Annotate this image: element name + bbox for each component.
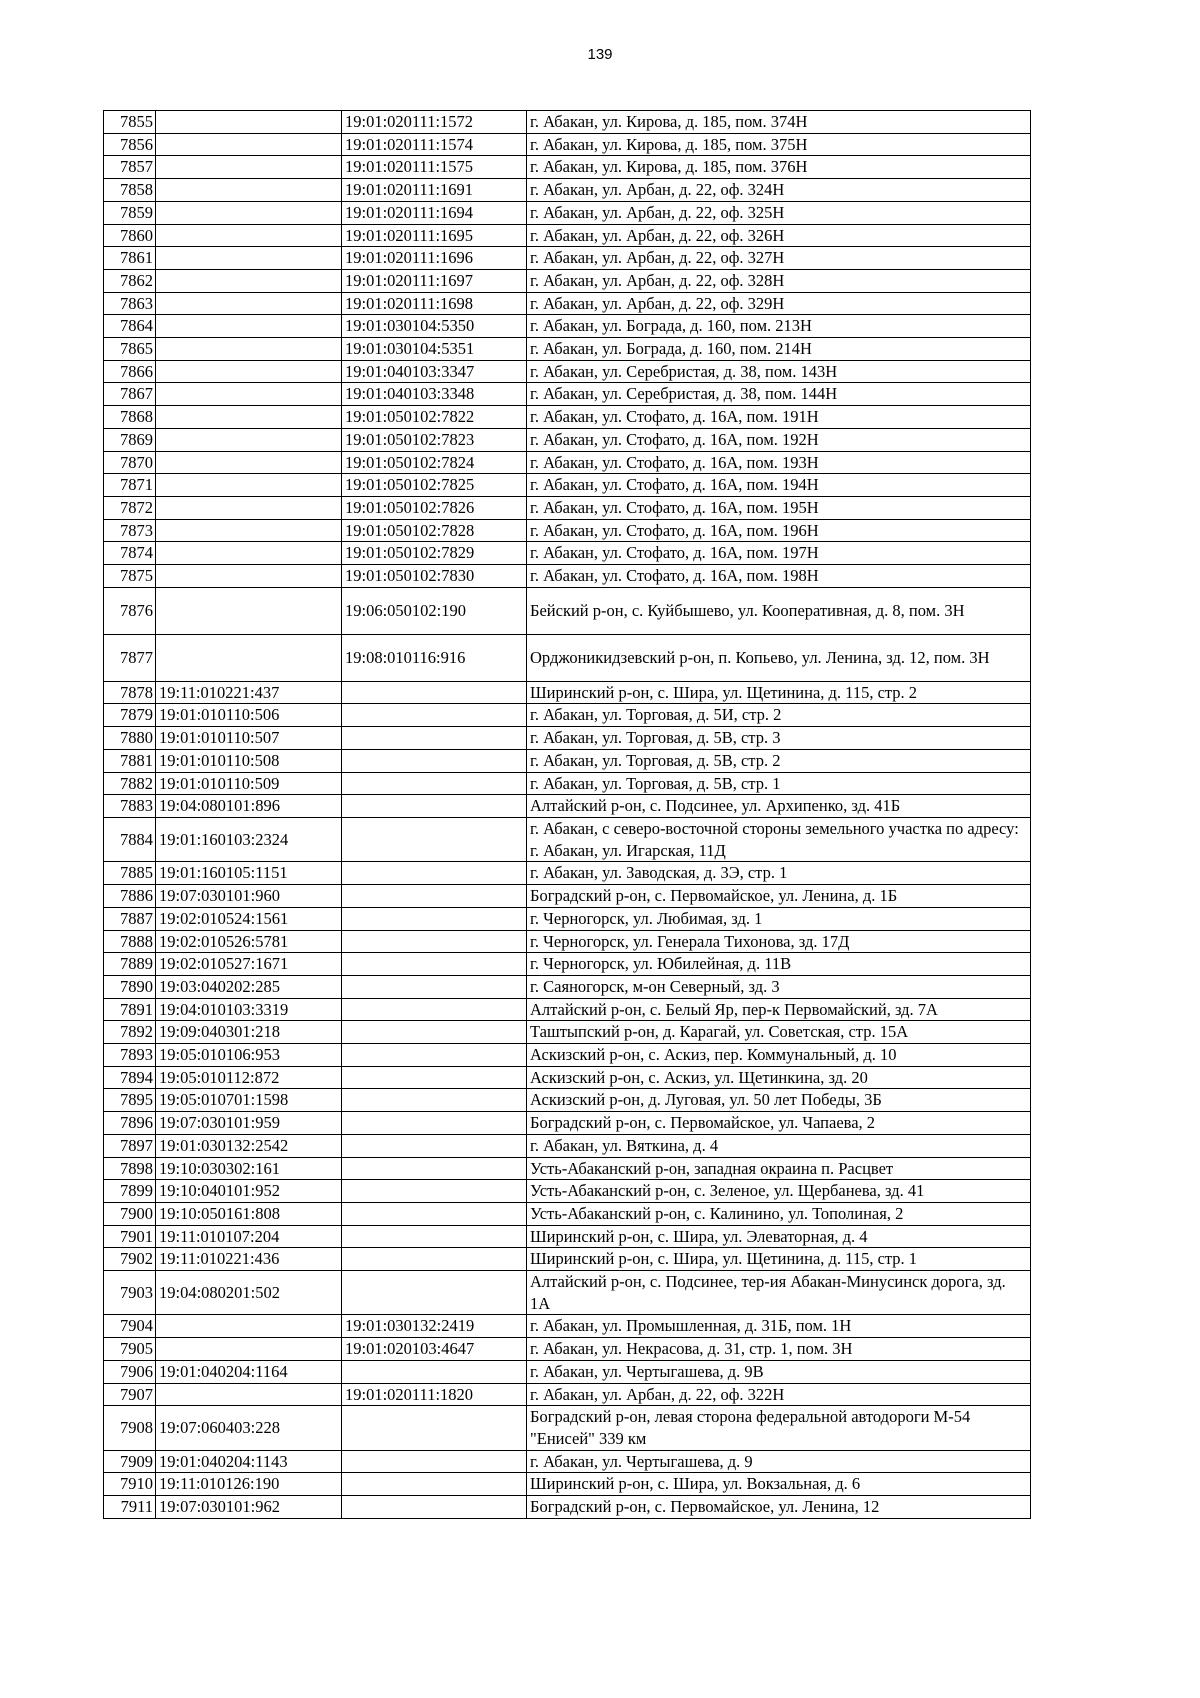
cadastral-number-cell: 19:11:010221:436 <box>156 1248 342 1271</box>
premises-cadastral-number-cell <box>342 998 527 1021</box>
premises-cadastral-number-cell: 19:01:050102:7825 <box>342 474 527 497</box>
row-number-cell: 7856 <box>104 133 156 156</box>
premises-cadastral-number-cell <box>342 1180 527 1203</box>
table-row <box>104 1021 1031 1044</box>
table-row <box>104 315 1031 338</box>
address-cell: Усть-Абаканский р-он, западная окраина п. Расцвет <box>527 1157 1031 1180</box>
address-cell: г. Саяногорск, м-он Северный, зд. 3 <box>527 975 1031 998</box>
cadastral-number-cell <box>156 269 342 292</box>
table-row <box>104 111 1031 134</box>
premises-cadastral-number-cell: 19:01:020111:1572 <box>342 111 527 134</box>
row-number-cell: 7860 <box>104 224 156 247</box>
cadastral-number-cell <box>156 383 342 406</box>
address-cell: Ширинский р-он, с. Шира, ул. Щетинина, д. 115, стр. 2 <box>527 681 1031 704</box>
premises-cadastral-number-cell <box>342 1202 527 1225</box>
cadastral-number-cell: 19:11:010221:437 <box>156 681 342 704</box>
cadastral-number-cell: 19:07:030101:962 <box>156 1496 342 1519</box>
table-row <box>104 383 1031 406</box>
table-row <box>104 1248 1031 1271</box>
cadastral-number-cell: 19:01:040204:1164 <box>156 1360 342 1383</box>
premises-cadastral-number-cell: 19:01:030132:2419 <box>342 1315 527 1338</box>
address-cell: Боградский р-он, с. Первомайское, ул. Чапаева, 2 <box>527 1112 1031 1135</box>
cadastral-number-cell <box>156 156 342 179</box>
address-cell: г. Абакан, ул. Стофато, д. 16А, пом. 196Н <box>527 519 1031 542</box>
cadastral-number-cell: 19:09:040301:218 <box>156 1021 342 1044</box>
row-number-cell: 7911 <box>104 1496 156 1519</box>
cadastral-number-cell <box>156 428 342 451</box>
address-cell: г. Абакан, с северо-восточной стороны земельного участка по адресу: г. Абакан, ул. Игарская, 11Д <box>527 817 1031 861</box>
row-number-cell: 7905 <box>104 1338 156 1361</box>
cadastral-number-cell <box>156 542 342 565</box>
table-row <box>104 406 1031 429</box>
registry-table <box>103 110 1031 1519</box>
address-cell: г. Абакан, ул. Заводская, д. 3Э, стр. 1 <box>527 862 1031 885</box>
table-row <box>104 1134 1031 1157</box>
cadastral-number-cell <box>156 634 342 681</box>
premises-cadastral-number-cell <box>342 1112 527 1135</box>
address-cell: г. Абакан, ул. Стофато, д. 16А, пом. 194Н <box>527 474 1031 497</box>
address-cell: г. Абакан, ул. Кирова, д. 185, пом. 375Н <box>527 133 1031 156</box>
cadastral-number-cell: 19:07:030101:960 <box>156 885 342 908</box>
table-row <box>104 519 1031 542</box>
row-number-cell: 7901 <box>104 1225 156 1248</box>
row-number-cell: 7863 <box>104 292 156 315</box>
row-number-cell: 7884 <box>104 817 156 861</box>
row-number-cell: 7890 <box>104 975 156 998</box>
table-row <box>104 133 1031 156</box>
table-row <box>104 1089 1031 1112</box>
row-number-cell: 7879 <box>104 704 156 727</box>
row-number-cell: 7886 <box>104 885 156 908</box>
cadastral-number-cell <box>156 133 342 156</box>
premises-cadastral-number-cell <box>342 1044 527 1067</box>
table-row <box>104 998 1031 1021</box>
table-row <box>104 862 1031 885</box>
row-number-cell: 7900 <box>104 1202 156 1225</box>
address-cell: Орджоникидзевский р-он, п. Копьево, ул. Ленина, зд. 12, пом. 3Н <box>527 634 1031 681</box>
row-number-cell: 7858 <box>104 179 156 202</box>
premises-cadastral-number-cell <box>342 1473 527 1496</box>
address-cell: Таштыпский р-он, д. Карагай, ул. Советская, стр. 15А <box>527 1021 1031 1044</box>
table-row <box>104 704 1031 727</box>
cadastral-number-cell: 19:11:010126:190 <box>156 1473 342 1496</box>
cadastral-number-cell: 19:10:040101:952 <box>156 1180 342 1203</box>
cadastral-number-cell: 19:10:050161:808 <box>156 1202 342 1225</box>
table-row <box>104 542 1031 565</box>
row-number-cell: 7904 <box>104 1315 156 1338</box>
table-row <box>104 1044 1031 1067</box>
table-row <box>104 1225 1031 1248</box>
address-cell: г. Абакан, ул. Стофато, д. 16А, пом. 191Н <box>527 406 1031 429</box>
cadastral-number-cell: 19:05:010701:1598 <box>156 1089 342 1112</box>
row-number-cell: 7910 <box>104 1473 156 1496</box>
cadastral-number-cell: 19:02:010527:1671 <box>156 953 342 976</box>
table-row <box>104 930 1031 953</box>
premises-cadastral-number-cell <box>342 1360 527 1383</box>
table-row <box>104 201 1031 224</box>
cadastral-number-cell <box>156 474 342 497</box>
cadastral-number-cell <box>156 201 342 224</box>
cadastral-number-cell: 19:01:160105:1151 <box>156 862 342 885</box>
address-cell: Боградский р-он, левая сторона федеральной автодороги М-54 "Енисей" 339 км <box>527 1406 1031 1450</box>
address-cell: г. Абакан, ул. Чертыгашева, д. 9 <box>527 1450 1031 1473</box>
address-cell: Боградский р-он, с. Первомайское, ул. Ленина, 12 <box>527 1496 1031 1519</box>
address-cell: г. Абакан, ул. Бограда, д. 160, пом. 213Н <box>527 315 1031 338</box>
row-number-cell: 7903 <box>104 1271 156 1315</box>
row-number-cell: 7902 <box>104 1248 156 1271</box>
cadastral-number-cell <box>156 587 342 634</box>
row-number-cell: 7867 <box>104 383 156 406</box>
premises-cadastral-number-cell: 19:01:020111:1696 <box>342 247 527 270</box>
premises-cadastral-number-cell: 19:08:010116:916 <box>342 634 527 681</box>
cadastral-number-cell: 19:04:080201:502 <box>156 1271 342 1315</box>
address-cell: г. Абакан, ул. Стофато, д. 16А, пом. 197Н <box>527 542 1031 565</box>
address-cell: Ширинский р-он, с. Шира, ул. Элеваторная, д. 4 <box>527 1225 1031 1248</box>
table-row <box>104 338 1031 361</box>
cadastral-number-cell: 19:01:160103:2324 <box>156 817 342 861</box>
address-cell: Аскизский р-он, с. Аскиз, пер. Коммунальный, д. 10 <box>527 1044 1031 1067</box>
premises-cadastral-number-cell: 19:01:020111:1820 <box>342 1383 527 1406</box>
address-cell: Ширинский р-он, с. Шира, ул. Щетинина, д. 115, стр. 1 <box>527 1248 1031 1271</box>
row-number-cell: 7871 <box>104 474 156 497</box>
cadastral-number-cell <box>156 1315 342 1338</box>
table-row <box>104 1315 1031 1338</box>
cadastral-number-cell: 19:01:010110:509 <box>156 772 342 795</box>
row-number-cell: 7894 <box>104 1066 156 1089</box>
table-row <box>104 269 1031 292</box>
row-number-cell: 7869 <box>104 428 156 451</box>
table-row <box>104 727 1031 750</box>
cadastral-number-cell: 19:01:010110:506 <box>156 704 342 727</box>
premises-cadastral-number-cell: 19:01:020103:4647 <box>342 1338 527 1361</box>
address-cell: г. Абакан, ул. Стофато, д. 16А, пом. 195Н <box>527 496 1031 519</box>
table-row <box>104 474 1031 497</box>
address-cell: г. Абакан, ул. Торговая, д. 5В, стр. 1 <box>527 772 1031 795</box>
cadastral-number-cell: 19:04:080101:896 <box>156 795 342 818</box>
cadastral-number-cell <box>156 224 342 247</box>
address-cell: Аскизский р-он, д. Луговая, ул. 50 лет Победы, 3Б <box>527 1089 1031 1112</box>
cadastral-number-cell <box>156 519 342 542</box>
address-cell: г. Абакан, ул. Стофато, д. 16А, пом. 193Н <box>527 451 1031 474</box>
premises-cadastral-number-cell: 19:01:030104:5351 <box>342 338 527 361</box>
premises-cadastral-number-cell <box>342 953 527 976</box>
premises-cadastral-number-cell <box>342 1248 527 1271</box>
premises-cadastral-number-cell: 19:01:050102:7824 <box>342 451 527 474</box>
address-cell: г. Абакан, ул. Промышленная, д. 31Б, пом. 1Н <box>527 1315 1031 1338</box>
cadastral-number-cell: 19:01:030132:2542 <box>156 1134 342 1157</box>
premises-cadastral-number-cell <box>342 1021 527 1044</box>
table-row <box>104 156 1031 179</box>
row-number-cell: 7878 <box>104 681 156 704</box>
address-cell: г. Абакан, ул. Торговая, д. 5В, стр. 3 <box>527 727 1031 750</box>
row-number-cell: 7896 <box>104 1112 156 1135</box>
premises-cadastral-number-cell <box>342 862 527 885</box>
row-number-cell: 7868 <box>104 406 156 429</box>
premises-cadastral-number-cell <box>342 772 527 795</box>
table-body <box>104 111 1031 1519</box>
cadastral-number-cell: 19:02:010526:5781 <box>156 930 342 953</box>
row-number-cell: 7892 <box>104 1021 156 1044</box>
row-number-cell: 7893 <box>104 1044 156 1067</box>
row-number-cell: 7877 <box>104 634 156 681</box>
row-number-cell: 7889 <box>104 953 156 976</box>
premises-cadastral-number-cell <box>342 885 527 908</box>
premises-cadastral-number-cell: 19:01:020111:1697 <box>342 269 527 292</box>
premises-cadastral-number-cell: 19:01:020111:1575 <box>342 156 527 179</box>
cadastral-number-cell <box>156 406 342 429</box>
cadastral-number-cell: 19:01:040204:1143 <box>156 1450 342 1473</box>
address-cell: Усть-Абаканский р-он, с. Зеленое, ул. Щербанева, зд. 41 <box>527 1180 1031 1203</box>
cadastral-number-cell: 19:05:010106:953 <box>156 1044 342 1067</box>
premises-cadastral-number-cell <box>342 1225 527 1248</box>
table-row <box>104 224 1031 247</box>
cadastral-number-cell: 19:07:030101:959 <box>156 1112 342 1135</box>
premises-cadastral-number-cell: 19:06:050102:190 <box>342 587 527 634</box>
row-number-cell: 7891 <box>104 998 156 1021</box>
cadastral-number-cell <box>156 1338 342 1361</box>
premises-cadastral-number-cell <box>342 727 527 750</box>
premises-cadastral-number-cell <box>342 1496 527 1519</box>
address-cell: г. Черногорск, ул. Генерала Тихонова, зд. 17Д <box>527 930 1031 953</box>
table-row <box>104 1383 1031 1406</box>
address-cell: г. Абакан, ул. Арбан, д. 22, оф. 328Н <box>527 269 1031 292</box>
premises-cadastral-number-cell <box>342 1406 527 1450</box>
table-row <box>104 1112 1031 1135</box>
table-row <box>104 428 1031 451</box>
row-number-cell: 7887 <box>104 907 156 930</box>
table-row <box>104 1473 1031 1496</box>
table-row <box>104 1180 1031 1203</box>
row-number-cell: 7880 <box>104 727 156 750</box>
table-row <box>104 1450 1031 1473</box>
premises-cadastral-number-cell: 19:01:020111:1691 <box>342 179 527 202</box>
row-number-cell: 7864 <box>104 315 156 338</box>
premises-cadastral-number-cell: 19:01:050102:7829 <box>342 542 527 565</box>
row-number-cell: 7859 <box>104 201 156 224</box>
premises-cadastral-number-cell <box>342 795 527 818</box>
premises-cadastral-number-cell: 19:01:040103:3347 <box>342 360 527 383</box>
address-cell: Бейский р-он, с. Куйбышево, ул. Кооперативная, д. 8, пом. 3Н <box>527 587 1031 634</box>
premises-cadastral-number-cell <box>342 749 527 772</box>
row-number-cell: 7906 <box>104 1360 156 1383</box>
cadastral-number-cell <box>156 496 342 519</box>
premises-cadastral-number-cell <box>342 1450 527 1473</box>
cadastral-number-cell <box>156 565 342 588</box>
address-cell: г. Абакан, ул. Арбан, д. 22, оф. 329Н <box>527 292 1031 315</box>
table-row <box>104 795 1031 818</box>
table-row <box>104 1202 1031 1225</box>
premises-cadastral-number-cell: 19:01:020111:1694 <box>342 201 527 224</box>
premises-cadastral-number-cell <box>342 1271 527 1315</box>
row-number-cell: 7907 <box>104 1383 156 1406</box>
row-number-cell: 7882 <box>104 772 156 795</box>
premises-cadastral-number-cell <box>342 1157 527 1180</box>
cadastral-number-cell: 19:01:010110:508 <box>156 749 342 772</box>
premises-cadastral-number-cell: 19:01:020111:1574 <box>342 133 527 156</box>
address-cell: г. Абакан, ул. Серебристая, д. 38, пом. 144Н <box>527 383 1031 406</box>
address-cell: Алтайский р-он, с. Подсинее, тер-ия Абакан-Минусинск дорога, зд. 1А <box>527 1271 1031 1315</box>
table-row <box>104 634 1031 681</box>
cadastral-number-cell: 19:10:030302:161 <box>156 1157 342 1180</box>
address-cell: г. Абакан, ул. Некрасова, д. 31, стр. 1, пом. 3Н <box>527 1338 1031 1361</box>
table-row <box>104 565 1031 588</box>
address-cell: г. Абакан, ул. Стофато, д. 16А, пом. 198Н <box>527 565 1031 588</box>
table-row <box>104 451 1031 474</box>
address-cell: Боградский р-он, с. Первомайское, ул. Ленина, д. 1Б <box>527 885 1031 908</box>
row-number-cell: 7875 <box>104 565 156 588</box>
table-row <box>104 907 1031 930</box>
premises-cadastral-number-cell <box>342 1134 527 1157</box>
table-row <box>104 1360 1031 1383</box>
premises-cadastral-number-cell <box>342 907 527 930</box>
cadastral-number-cell <box>156 111 342 134</box>
row-number-cell: 7876 <box>104 587 156 634</box>
table-row <box>104 681 1031 704</box>
premises-cadastral-number-cell: 19:01:050102:7822 <box>342 406 527 429</box>
row-number-cell: 7898 <box>104 1157 156 1180</box>
table-row <box>104 953 1031 976</box>
row-number-cell: 7861 <box>104 247 156 270</box>
row-number-cell: 7855 <box>104 111 156 134</box>
address-cell: г. Абакан, ул. Торговая, д. 5В, стр. 2 <box>527 749 1031 772</box>
cadastral-number-cell: 19:04:010103:3319 <box>156 998 342 1021</box>
row-number-cell: 7872 <box>104 496 156 519</box>
premises-cadastral-number-cell <box>342 1066 527 1089</box>
row-number-cell: 7883 <box>104 795 156 818</box>
premises-cadastral-number-cell <box>342 704 527 727</box>
table-row <box>104 587 1031 634</box>
address-cell: г. Абакан, ул. Чертыгашева, д. 9В <box>527 1360 1031 1383</box>
address-cell: Усть-Абаканский р-он, с. Калинино, ул. Тополиная, 2 <box>527 1202 1031 1225</box>
premises-cadastral-number-cell: 19:01:050102:7828 <box>342 519 527 542</box>
page-number: 139 <box>587 46 613 63</box>
table-row <box>104 975 1031 998</box>
premises-cadastral-number-cell: 19:01:020111:1698 <box>342 292 527 315</box>
row-number-cell: 7857 <box>104 156 156 179</box>
address-cell: г. Абакан, ул. Арбан, д. 22, оф. 326Н <box>527 224 1031 247</box>
premises-cadastral-number-cell <box>342 817 527 861</box>
address-cell: Алтайский р-он, с. Подсинее, ул. Архипенко, зд. 41Б <box>527 795 1031 818</box>
row-number-cell: 7865 <box>104 338 156 361</box>
cadastral-number-cell: 19:05:010112:872 <box>156 1066 342 1089</box>
cadastral-number-cell: 19:01:010110:507 <box>156 727 342 750</box>
row-number-cell: 7862 <box>104 269 156 292</box>
row-number-cell: 7888 <box>104 930 156 953</box>
table-row <box>104 885 1031 908</box>
cadastral-number-cell <box>156 360 342 383</box>
premises-cadastral-number-cell: 19:01:050102:7826 <box>342 496 527 519</box>
address-cell: г. Абакан, ул. Торговая, д. 5И, стр. 2 <box>527 704 1031 727</box>
cadastral-number-cell <box>156 338 342 361</box>
address-cell: г. Абакан, ул. Арбан, д. 22, оф. 327Н <box>527 247 1031 270</box>
table-row <box>104 1338 1031 1361</box>
table-row <box>104 247 1031 270</box>
premises-cadastral-number-cell <box>342 1089 527 1112</box>
table-row <box>104 1406 1031 1450</box>
address-cell: г. Абакан, ул. Стофато, д. 16А, пом. 192Н <box>527 428 1031 451</box>
row-number-cell: 7873 <box>104 519 156 542</box>
address-cell: г. Абакан, ул. Кирова, д. 185, пом. 376Н <box>527 156 1031 179</box>
row-number-cell: 7895 <box>104 1089 156 1112</box>
cadastral-number-cell: 19:03:040202:285 <box>156 975 342 998</box>
row-number-cell: 7874 <box>104 542 156 565</box>
row-number-cell: 7881 <box>104 749 156 772</box>
row-number-cell: 7870 <box>104 451 156 474</box>
address-cell: Алтайский р-он, с. Белый Яр, пер-к Первомайский, зд. 7А <box>527 998 1031 1021</box>
premises-cadastral-number-cell: 19:01:050102:7823 <box>342 428 527 451</box>
address-cell: г. Абакан, ул. Арбан, д. 22, оф. 325Н <box>527 201 1031 224</box>
address-cell: г. Абакан, ул. Кирова, д. 185, пом. 374Н <box>527 111 1031 134</box>
address-cell: г. Абакан, ул. Бограда, д. 160, пом. 214Н <box>527 338 1031 361</box>
table-row <box>104 1496 1031 1519</box>
premises-cadastral-number-cell: 19:01:040103:3348 <box>342 383 527 406</box>
cadastral-number-cell: 19:02:010524:1561 <box>156 907 342 930</box>
table-row <box>104 772 1031 795</box>
row-number-cell: 7899 <box>104 1180 156 1203</box>
table-row <box>104 817 1031 861</box>
row-number-cell: 7885 <box>104 862 156 885</box>
premises-cadastral-number-cell: 19:01:030104:5350 <box>342 315 527 338</box>
address-cell: г. Черногорск, ул. Юбилейная, д. 11В <box>527 953 1031 976</box>
cadastral-number-cell: 19:07:060403:228 <box>156 1406 342 1450</box>
table-row <box>104 292 1031 315</box>
cadastral-number-cell <box>156 179 342 202</box>
cadastral-number-cell <box>156 292 342 315</box>
cadastral-number-cell: 19:11:010107:204 <box>156 1225 342 1248</box>
address-cell: г. Абакан, ул. Арбан, д. 22, оф. 322Н <box>527 1383 1031 1406</box>
address-cell: г. Абакан, ул. Серебристая, д. 38, пом. 143Н <box>527 360 1031 383</box>
table-row <box>104 496 1031 519</box>
address-cell: Ширинский р-он, с. Шира, ул. Вокзальная, д. 6 <box>527 1473 1031 1496</box>
address-cell: Аскизский р-он, с. Аскиз, ул. Щетинкина, зд. 20 <box>527 1066 1031 1089</box>
table-row <box>104 179 1031 202</box>
row-number-cell: 7909 <box>104 1450 156 1473</box>
premises-cadastral-number-cell <box>342 681 527 704</box>
cadastral-number-cell <box>156 1383 342 1406</box>
table-row <box>104 1157 1031 1180</box>
table-row <box>104 1066 1031 1089</box>
address-cell: г. Абакан, ул. Арбан, д. 22, оф. 324Н <box>527 179 1031 202</box>
row-number-cell: 7897 <box>104 1134 156 1157</box>
row-number-cell: 7908 <box>104 1406 156 1450</box>
table-row <box>104 1271 1031 1315</box>
premises-cadastral-number-cell <box>342 975 527 998</box>
cadastral-number-cell <box>156 451 342 474</box>
premises-cadastral-number-cell <box>342 930 527 953</box>
cadastral-number-cell <box>156 247 342 270</box>
premises-cadastral-number-cell: 19:01:050102:7830 <box>342 565 527 588</box>
address-cell: г. Абакан, ул. Вяткина, д. 4 <box>527 1134 1031 1157</box>
premises-cadastral-number-cell: 19:01:020111:1695 <box>342 224 527 247</box>
row-number-cell: 7866 <box>104 360 156 383</box>
table-row <box>104 749 1031 772</box>
cadastral-number-cell <box>156 315 342 338</box>
table-row <box>104 360 1031 383</box>
address-cell: г. Черногорск, ул. Любимая, зд. 1 <box>527 907 1031 930</box>
